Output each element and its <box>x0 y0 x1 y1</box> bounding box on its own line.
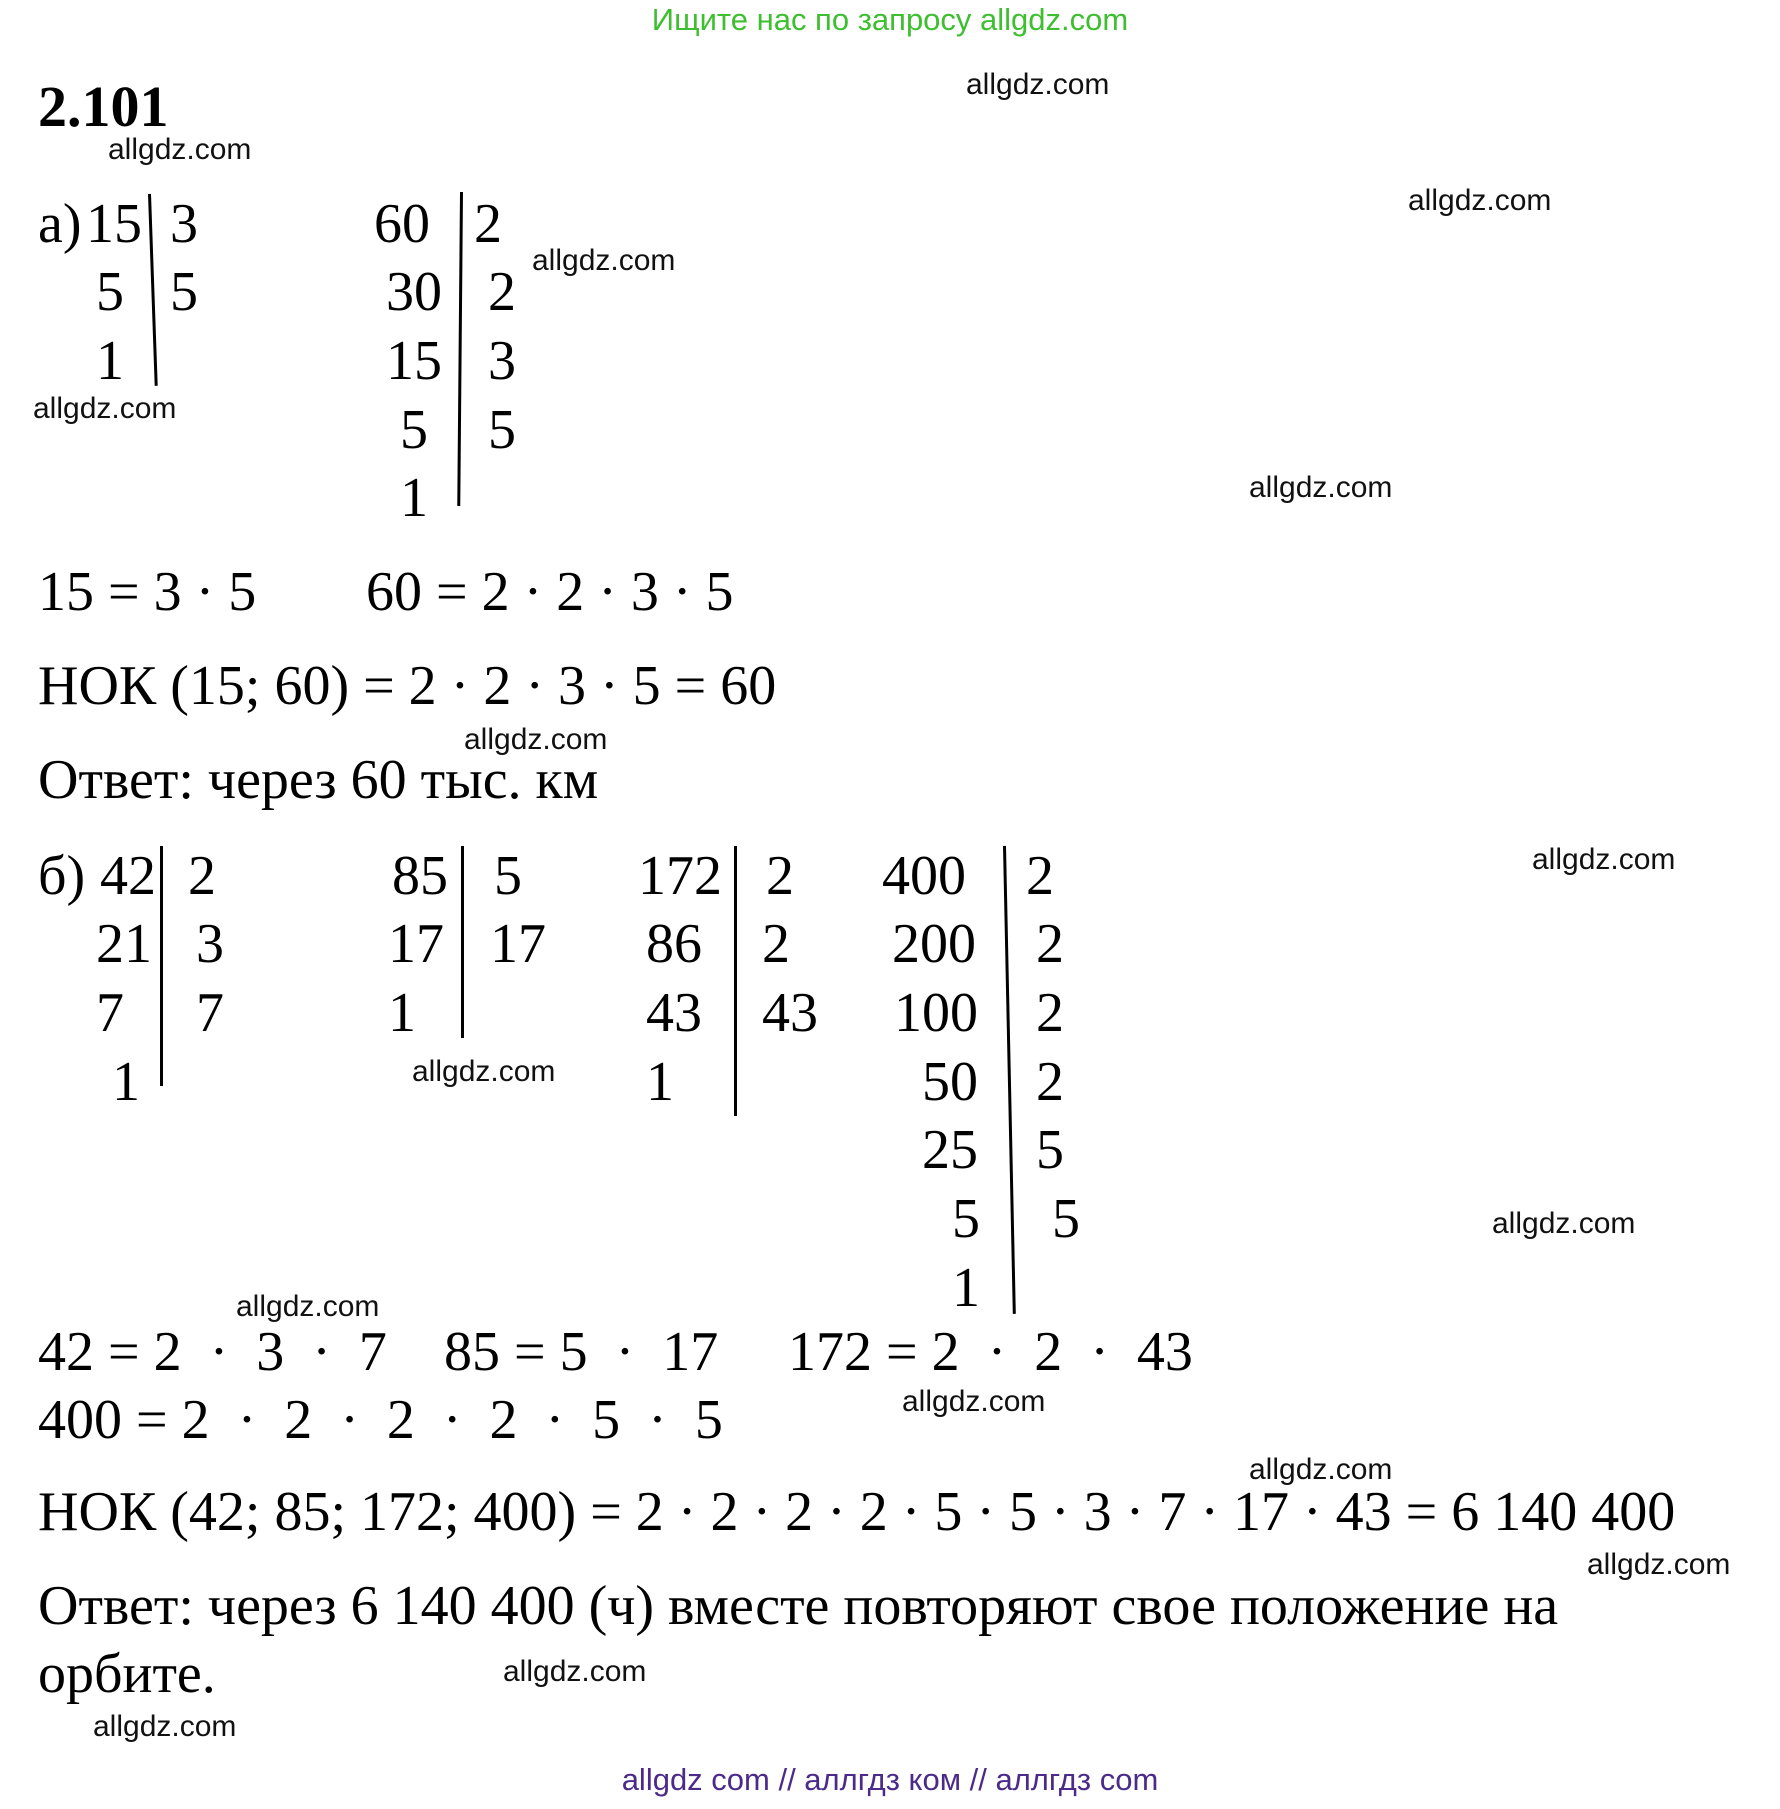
div85-dividend: 1 <box>388 982 416 1044</box>
eq-400: 400 = 2 · 2 · 2 · 2 · 5 · 5 <box>38 1389 723 1451</box>
div400-dividend: 1 <box>952 1257 980 1319</box>
div400-divisor: 2 <box>1036 982 1064 1044</box>
answer-b-line1: Ответ: через 6 140 400 (ч) вместе повторяют свое положение на <box>38 1575 1559 1637</box>
div15-line <box>148 194 158 386</box>
div42-dividend: 42 <box>100 845 156 907</box>
div42-dividend: 7 <box>96 982 124 1044</box>
div400-dividend: 25 <box>922 1119 978 1181</box>
div60-divisor: 2 <box>474 193 502 255</box>
div172-line <box>734 846 737 1116</box>
watermark: allgdz.com <box>1492 1207 1636 1240</box>
watermark: allgdz.com <box>1408 184 1552 217</box>
div15-dividend: 5 <box>96 261 124 323</box>
eq-60: 60 = 2 · 2 · 3 · 5 <box>366 561 734 623</box>
watermark: allgdz.com <box>902 1385 1046 1418</box>
div172-dividend: 172 <box>638 845 722 907</box>
div400-dividend: 100 <box>894 982 978 1044</box>
div60-divisor: 3 <box>488 330 516 392</box>
div172-divisor: 43 <box>762 982 818 1044</box>
eq-172: 172 = 2 · 2 · 43 <box>788 1321 1193 1383</box>
div42-divisor: 3 <box>196 913 224 975</box>
div15-divisor: 5 <box>170 261 198 323</box>
div42-line <box>160 846 163 1086</box>
div400-line <box>1003 846 1016 1314</box>
div60-dividend: 1 <box>400 467 428 529</box>
div42-dividend: 21 <box>96 913 152 975</box>
part-b-label: б) <box>38 845 86 907</box>
div400-dividend: 50 <box>922 1051 978 1113</box>
div60-dividend: 15 <box>386 330 442 392</box>
div60-dividend: 5 <box>400 399 428 461</box>
div400-dividend: 5 <box>952 1188 980 1250</box>
div400-divisor: 2 <box>1036 1051 1064 1113</box>
eq-85: 85 = 5 · 17 <box>444 1321 719 1383</box>
div60-divisor: 2 <box>488 261 516 323</box>
answer-a: Ответ: через 60 тыс. км <box>38 749 599 811</box>
watermark: allgdz.com <box>532 244 676 277</box>
div400-dividend: 200 <box>892 913 976 975</box>
div60-line <box>457 192 463 506</box>
eq-15: 15 = 3 · 5 <box>38 561 257 623</box>
div85-divisor: 17 <box>490 913 546 975</box>
part-a-label: а) <box>38 193 82 255</box>
watermark: allgdz.com <box>412 1055 556 1088</box>
div15-dividend: 1 <box>96 330 124 392</box>
div85-dividend: 17 <box>388 913 444 975</box>
lcm-b: НОК (42; 85; 172; 400) = 2 · 2 · 2 · 2 · 5 · 5 · 3 · 7 · 17 · 43 = 6 140 400 <box>38 1481 1676 1543</box>
div400-dividend: 400 <box>882 845 966 907</box>
div85-divisor: 5 <box>494 845 522 907</box>
div60-dividend: 30 <box>386 261 442 323</box>
div172-divisor: 2 <box>762 913 790 975</box>
watermark: allgdz.com <box>236 1290 380 1323</box>
div42-dividend: 1 <box>112 1051 140 1113</box>
lcm-a: НОК (15; 60) = 2 · 2 · 3 · 5 = 60 <box>38 655 777 717</box>
watermark: allgdz.com <box>464 723 608 756</box>
watermark: allgdz.com <box>93 1710 237 1743</box>
top-banner[interactable]: Ищите нас по запросу allgdz.com <box>651 2 1129 37</box>
div400-divisor: 5 <box>1036 1119 1064 1181</box>
div85-line <box>461 846 464 1038</box>
watermark: allgdz.com <box>1249 1453 1393 1486</box>
watermark: allgdz.com <box>1532 843 1676 876</box>
div400-divisor: 2 <box>1026 845 1054 907</box>
div400-divisor: 2 <box>1036 913 1064 975</box>
watermark: allgdz.com <box>1249 471 1393 504</box>
div172-dividend: 1 <box>646 1051 674 1113</box>
watermark: allgdz.com <box>966 68 1110 101</box>
div42-divisor: 7 <box>196 982 224 1044</box>
div172-dividend: 43 <box>646 982 702 1044</box>
div85-dividend: 85 <box>392 845 448 907</box>
bottom-banner[interactable]: allgdz com // аллгдз ком // аллгдз com <box>621 1762 1159 1797</box>
watermark: allgdz.com <box>1587 1548 1731 1581</box>
div60-dividend: 60 <box>374 193 430 255</box>
eq-42: 42 = 2 · 3 · 7 <box>38 1321 387 1383</box>
div172-dividend: 86 <box>646 913 702 975</box>
div15-divisor: 3 <box>170 193 198 255</box>
problem-number: 2.101 <box>38 74 169 139</box>
div15-dividend: 15 <box>86 193 142 255</box>
watermark: allgdz.com <box>33 392 177 425</box>
answer-b-line2: орбите. <box>38 1643 216 1705</box>
div60-divisor: 5 <box>488 399 516 461</box>
watermark: allgdz.com <box>503 1655 647 1688</box>
div42-divisor: 2 <box>188 845 216 907</box>
div172-divisor: 2 <box>766 845 794 907</box>
div400-divisor: 5 <box>1052 1188 1080 1250</box>
watermark: allgdz.com <box>108 133 252 166</box>
